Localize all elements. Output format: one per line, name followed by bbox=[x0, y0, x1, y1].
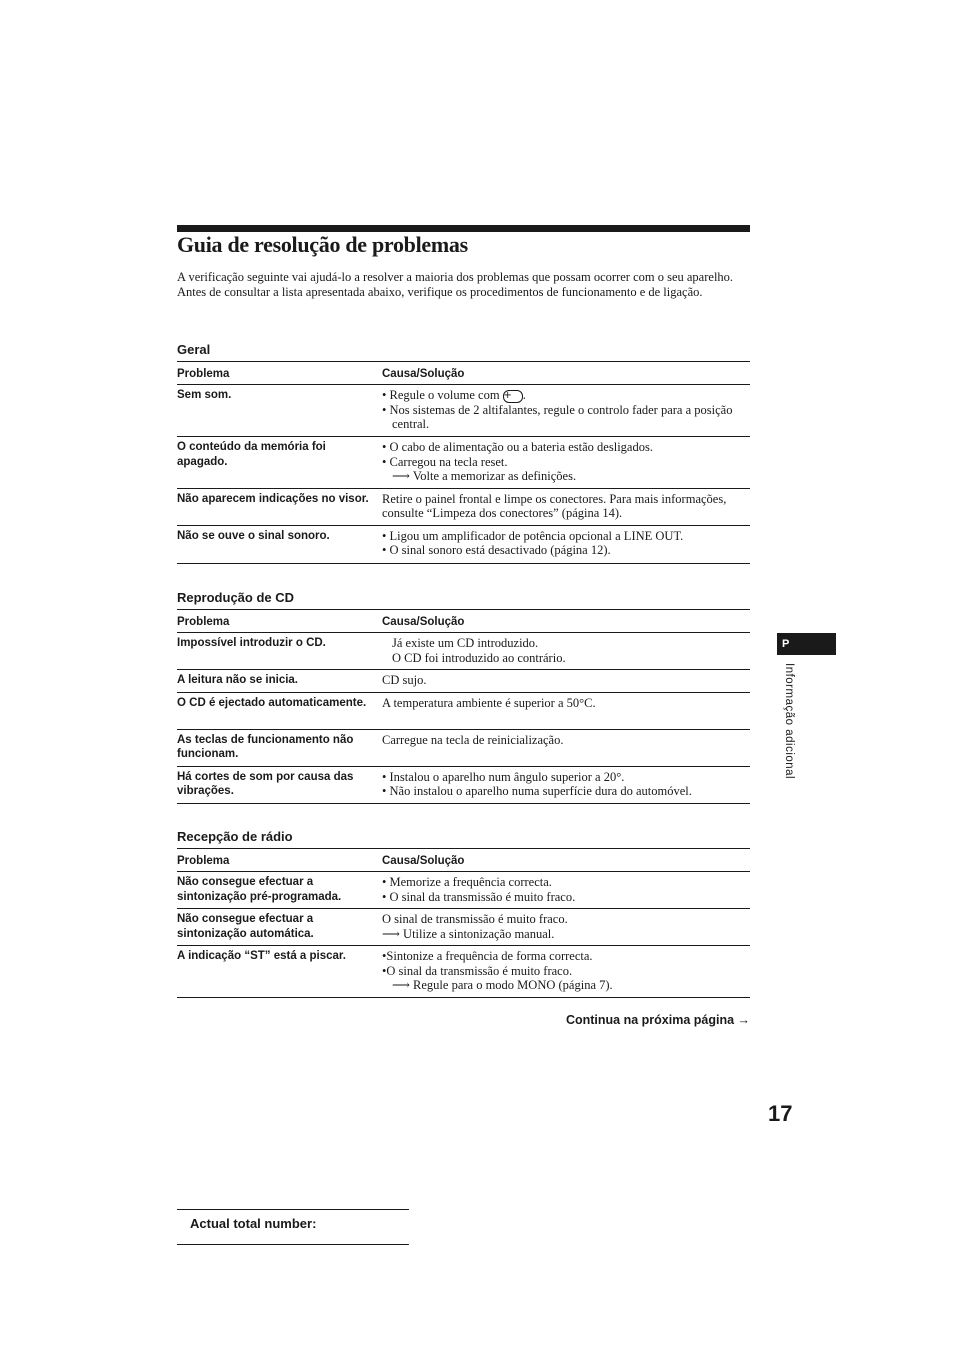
header-cause: Causa/Solução bbox=[382, 855, 465, 867]
table-header bbox=[177, 610, 750, 633]
problem-cell: A indicação “ST” está a piscar. bbox=[177, 950, 346, 962]
section-title: Reprodução de CD bbox=[177, 590, 295, 605]
footer-label: Actual total number: bbox=[190, 1216, 317, 1231]
bullet-item: • Regule o volume com + . bbox=[382, 388, 526, 402]
table-row bbox=[177, 729, 750, 766]
footer-rule-bottom bbox=[177, 1244, 409, 1245]
cause-cell: A temperatura ambiente é superior a 50°C. bbox=[382, 695, 596, 710]
bullet-item: • Não instalou o aparelho numa superfície dura do automóvel. bbox=[382, 784, 692, 798]
troubleshoot-table-cd bbox=[177, 609, 750, 804]
footer-rule-top bbox=[177, 1209, 409, 1210]
table-row bbox=[177, 872, 750, 909]
cause-cell: CD sujo. bbox=[382, 673, 427, 687]
table-row bbox=[177, 766, 750, 803]
cause-cell bbox=[382, 633, 750, 670]
table-row bbox=[177, 946, 750, 998]
problem-cell: Não consegue efectuar a sintonização pré-programada. bbox=[177, 876, 342, 903]
problem-cell: Há cortes de som por causa das vibrações. bbox=[177, 770, 354, 797]
section-title: Recepção de rádio bbox=[177, 829, 293, 844]
arrow-item: ⟶ Utilize a sintonização manual. bbox=[382, 926, 555, 941]
problem-cell: As teclas de funcionamento não funcionam. bbox=[177, 733, 354, 760]
table-row bbox=[177, 385, 750, 437]
cause-cell bbox=[382, 909, 750, 946]
cause-line: Já existe um CD introduzido. bbox=[392, 636, 539, 650]
troubleshoot-table-geral bbox=[177, 361, 750, 564]
cause-cell bbox=[382, 385, 750, 437]
section-radio bbox=[177, 828, 750, 998]
bullet-item: • Carregou na tecla reset. bbox=[382, 454, 508, 469]
bullet-item: • Nos sistemas de 2 altifalantes, regule o controlo fader para a posição central. bbox=[382, 402, 733, 432]
cause-cell bbox=[382, 525, 750, 563]
table-row bbox=[177, 525, 750, 563]
cause-cell bbox=[382, 437, 750, 489]
header-problem: Problema bbox=[177, 855, 230, 867]
problem-cell: O conteúdo da memória foi apagado. bbox=[177, 441, 326, 468]
problem-cell: Impossível introduzir o CD. bbox=[177, 637, 326, 649]
cause-cell bbox=[382, 946, 750, 998]
bullet-item: • Instalou o aparelho num ângulo superior a 20°. bbox=[382, 769, 625, 784]
bullet-item: • Ligou um amplificador de potência opcional a LINE OUT. bbox=[382, 528, 684, 543]
bullet-item: •Sintonize a frequência de forma correcta. bbox=[382, 949, 593, 963]
side-tab: P bbox=[777, 633, 836, 655]
table-row bbox=[177, 488, 750, 525]
continue-note: Continua na próxima página → bbox=[565, 1013, 750, 1027]
table-row bbox=[177, 437, 750, 489]
bullet-item: •O sinal da transmissão é muito fraco. bbox=[382, 963, 573, 978]
intro-paragraph-2: Antes de consultar a lista apresentada abaixo, verifique os procedimentos de funcionamento e de ligação. bbox=[177, 284, 703, 299]
cause-line: O sinal de transmissão é muito fraco. bbox=[382, 912, 568, 926]
bullet-item: • O sinal sonoro está desactivado (página 12). bbox=[382, 543, 611, 557]
table-row bbox=[177, 692, 750, 729]
problem-cell: Não aparecem indicações no visor. bbox=[177, 492, 369, 505]
intro-text bbox=[177, 270, 752, 299]
section-title: Geral bbox=[177, 342, 211, 357]
problem-cell: Sem som. bbox=[177, 389, 232, 401]
problem-cell: Não consegue efectuar a sintonização automática. bbox=[177, 913, 314, 940]
cause-cell bbox=[382, 872, 750, 909]
problem-cell: O CD é ejectado automaticamente. bbox=[177, 696, 367, 709]
problem-cell: A leitura não se inicia. bbox=[177, 674, 299, 686]
header-problem: Problema bbox=[177, 616, 230, 628]
problem-cell: Não se ouve o sinal sonoro. bbox=[177, 529, 330, 542]
table-row bbox=[177, 670, 750, 693]
volume-plus-icon: + bbox=[503, 390, 523, 403]
cause-cell: Retire o painel frontal e limpe os conectores. Para mais informações, consulte “Limpeza dos conectores” (página 14). bbox=[382, 491, 727, 520]
cause-cell bbox=[382, 766, 750, 803]
header-cause: Causa/Solução bbox=[382, 616, 465, 628]
title-rule bbox=[177, 225, 750, 232]
page-title: Guia de resolução de problemas bbox=[177, 232, 468, 257]
section-cd bbox=[177, 589, 750, 804]
cause-cell: Carregue na tecla de reinicialização. bbox=[382, 732, 564, 747]
section-geral bbox=[177, 341, 750, 564]
troubleshoot-table-radio bbox=[177, 848, 750, 998]
arrow-item: ⟶ Regule para o modo MONO (página 7). bbox=[392, 978, 613, 992]
arrow-right-icon: ⟶ bbox=[382, 926, 400, 941]
table-header bbox=[177, 849, 750, 872]
arrow-right-icon: ⟶ bbox=[392, 469, 410, 483]
header-problem: Problema bbox=[177, 368, 230, 380]
bullet-item: • O cabo de alimentação ou a bateria estão desligados. bbox=[382, 440, 653, 454]
bullet-item: • Memorize a frequência correcta. bbox=[382, 875, 552, 889]
table-header bbox=[177, 362, 750, 385]
table-row bbox=[177, 633, 750, 670]
header-cause: Causa/Solução bbox=[382, 368, 465, 380]
intro-paragraph-1: A verificação seguinte vai ajudá-lo a resolver a maioria dos problemas que possam ocorrer com o seu aparelho. bbox=[177, 270, 734, 284]
bullet-item: • O sinal da transmissão é muito fraco. bbox=[382, 889, 576, 904]
arrow-item: ⟶ Volte a memorizar as definições. bbox=[392, 469, 577, 483]
cause-line: O CD foi introduzido ao contrário. bbox=[392, 650, 566, 665]
page-number: 17 bbox=[768, 1101, 793, 1126]
table-row bbox=[177, 909, 750, 946]
arrow-right-icon: ⟶ bbox=[392, 978, 410, 992]
side-label: Informação adicional bbox=[783, 663, 795, 780]
